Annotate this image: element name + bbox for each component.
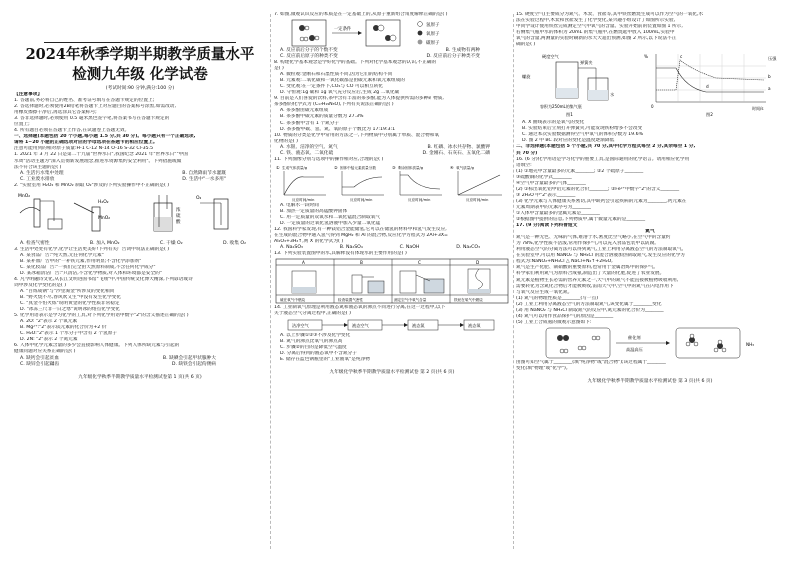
lab-apparatus-drawing <box>14 189 266 241</box>
label-c: C. 干燥 O₂ <box>159 240 183 246</box>
option-c: C. 通过本次实验数据测得空气中氧气的体积分数为 19.6% <box>522 132 644 138</box>
question-7-figure <box>274 18 510 48</box>
notice-item: 3. 答非选择题时,必须使用 0.5 毫米黑色签字笔,将答案书写在答题卡规定的 <box>14 116 170 122</box>
option-d: D. 缺铁会引起佝偻病 <box>171 361 216 367</box>
option-a: A. 以上步骤①②③不涉及化学变化 <box>280 333 351 339</box>
question-17-item: (3) 用 NaNO₂ 与 NH₄Cl 制取氮气的反应中,氮元素的化合价为________ <box>516 307 664 313</box>
option-b: B. 加热一定质量的高锰酸钾固体 <box>280 208 348 214</box>
question-17-answer-line: 变化(填"物理"或"化学")。 <box>516 365 571 371</box>
option-a: A. 缺钙会引起贫血 <box>20 355 59 361</box>
svg-text:0: 0 <box>651 104 654 110</box>
option-b: B. 缺碘会引起甲状腺肿大 <box>162 355 216 361</box>
page-footer-2: 九年级化学秋季半期教学质量水平检测试卷 第 2 页(共 6 页) <box>329 370 455 376</box>
section-1-heading: 一、选择题(本题包括 20 个小题,每小题 1.5 分,共 30 分)。每小题只有一个正确选项, <box>14 134 196 140</box>
section-1-heading-2: 请将 1~20 小题的正确选项对应的字母选项在答题卡的相应位置上。 <box>14 140 158 146</box>
option-b: B. 氮气的沸点比氧气的沸点高 <box>280 339 343 345</box>
option-a: A. 茶多酚由碳元素组成 <box>280 108 329 114</box>
ammonia-synthesis-diagram <box>516 326 784 360</box>
notice-item: 4. 所有题目必须在答题卡上作答,在试题卷上答题无效。 <box>14 128 130 134</box>
svg-text:反应时间/min: 反应时间/min <box>292 197 315 202</box>
svg-text:d: d <box>706 84 709 90</box>
option-d: D. 金刚石、石灰石、五氧化二磷 <box>422 150 490 156</box>
svg-text:容积为250mL的集气瓶: 容积为250mL的集气瓶 <box>540 104 582 110</box>
question-9: 茶多酚的化学式为 (C₁₇H₁₉N₃O),下列有关说法正确的是( ) <box>274 102 394 108</box>
question-17-item: (2) 工业上利用分离液态空气的方法制取氮气,该变化属于________变化 <box>516 301 662 307</box>
svg-text:氧气质量/g: 氧气质量/g <box>456 165 474 170</box>
notice-item: 2. 答选择题时,必须使用2B铅笔将答题卡上对应题目的答案标号涂黑,如需改动, <box>14 104 176 110</box>
legend-carbon: 碳原子 <box>426 41 440 47</box>
question-15: 确的是( ) <box>516 42 536 48</box>
question-14-flow <box>274 317 510 333</box>
question-16-item: ③硫酸铜的化学式________ <box>516 174 572 180</box>
water-experiment-table <box>274 257 510 305</box>
question-2-figure <box>14 189 266 241</box>
option-c: C. 工业废水排放 <box>20 176 55 182</box>
option-a: A. Na₂SO₃ <box>280 245 303 251</box>
option-b: B. Mg²⁺:"2"表示镁元素的化合价为+2 价 <box>20 325 107 331</box>
option-d: D. 生活中"一水多用" <box>182 176 226 182</box>
option-c: C. 茶多酚中含有 1 个氮分子 <box>280 120 340 126</box>
svg-text:螺旋: 螺旋 <box>522 74 531 80</box>
option-d: D. 一定质量的过氧化氢溶液中加入少量二氧化锰 <box>280 220 381 226</box>
option-c: C. 反应前后原子的种类不变 <box>280 54 338 60</box>
article-paragraph: 氮气是生产化肥、制硝酸的重要原料,也常用于金属冶炼中的保护气。 <box>516 265 659 271</box>
question-1: 1. 2021 年 3 月 22 日是第二十九届"世界水日",我国纪念 2021 年"世界水日""中国 <box>14 152 188 158</box>
svg-text:%: % <box>644 54 648 60</box>
option-a: A. X 曲线表示的是氧气的变化 <box>522 120 585 126</box>
svg-text:a: a <box>768 86 771 92</box>
svg-text:液态氧: 液态氧 <box>468 323 481 329</box>
page-footer-3: 九年级化学秋季半期教学质量水平检测试卷 第 3 页(共 6 页) <box>587 378 713 384</box>
label-b: B. 加入 MnO₂ <box>89 240 120 246</box>
option-d: D. 图 2 中 BC 段对应的变化是温度逐渐降低 <box>522 138 615 144</box>
question-15: 右侧集气瓶中水的体积为 20mL 的集气瓶中,在燃烧匙中放入 100mL,实验中 <box>516 30 675 36</box>
question-9: 9. 目前是人们喜爱的饮料,茶中含有丰富的茶多酚,能为人体提供所需的多种矿物质, <box>274 96 444 102</box>
option-b: B. 元素观:二氧化碳和一氧化碳都是由碳元素和氧元素组成的 <box>280 78 405 84</box>
svg-text:铁丝在氧气中燃烧: 铁丝在氧气中燃烧 <box>454 298 483 303</box>
option-c: C. NaOH <box>399 245 420 251</box>
legend-oxygen: 氧原子 <box>426 32 440 38</box>
question-13-figure <box>274 257 510 305</box>
question-6: 健康问题对应关系正确的是( ) <box>14 349 76 355</box>
article-paragraph: 利用液态空气的分离方法可以得到氮气,工业上利用分离液态空气的方法制取氧气。 <box>516 247 687 253</box>
question-13: 13. 下列实验装置图中的水,其解释没有体现水的主要作用的是( ) <box>274 251 407 257</box>
option-c: C. 变化观:在一定条件下,CO₂与 CO 可以相互转化 <box>280 84 384 90</box>
article-paragraph: 需要转化为含氮化合物后才能被吸收,雷雨天气中,空气中的氮气在闪电作用下 <box>516 283 674 289</box>
article-title: 氮气 <box>645 229 655 235</box>
svg-text:A: A <box>302 260 305 266</box>
question-12: Al₂O₃+3H₂↑,则 X 的化学式为( ) <box>274 239 344 245</box>
option-d: D. 分离后得到的液态氧中不含氮分子 <box>280 351 357 357</box>
question-15-figure <box>516 48 784 120</box>
question-1: 法不符合该主题的是( ) <box>14 164 62 170</box>
page-footer-1: 九年级化学秋季半期教学质量水平检测试卷第 1 页(共 6 页) <box>78 374 202 380</box>
question-17-figure <box>516 326 784 360</box>
question-16-item: ②根据图中提供的信息,下列物质中,属于微量元素的是________ <box>516 217 646 223</box>
article-paragraph: 科学家们利用氮气为原料合成氨,制造出了大量的化肥,促进了农业发展。 <box>516 271 665 277</box>
oxygen-measurement-apparatus <box>516 48 784 120</box>
question-17-answer-line: 由图可知空气属于________(填"纯净物"或"混合物");该过程属于________ <box>516 359 666 365</box>
question-4: 4. 凡今明融诗文化,从长江文明进国书馆"飞翔"中,中国传统文化博大精深,下列谚语或诗 <box>14 276 193 282</box>
option-b: B. 某补血广告中的"一补铁元素,作用明显;不含化学添加剂" <box>20 258 142 264</box>
svg-text:检查装置气密性: 检查装置气密性 <box>338 298 364 303</box>
question-16-item: (2) ①标出氧化铝中铝元素的化合价________; ②Fe²⁺中数字"2"的含义________ <box>516 186 680 192</box>
svg-text:C: C <box>418 260 421 266</box>
question-17-header: 17. (9 分)阅读下列科普短文 <box>516 223 578 229</box>
svg-text:图1: 图1 <box>566 112 573 118</box>
option-a: A. "百炼成钢"与"沙里淘金"所涉及的变化相同 <box>20 288 115 294</box>
option-e: E. 储存在蓝色钢瓶里的"工业液氧"是纯净物 <box>280 357 370 363</box>
question-12: 12. 我国科学家发现,有一种镁铝合金能储氢,它可以在储氢的材料中和氢气发生反应, <box>274 226 447 232</box>
legend-hydrogen: 氢原子 <box>426 23 440 29</box>
svg-text:反应时间/min: 反应时间/min <box>350 197 373 202</box>
question-17-item: (4) 氮气可以用作食品保护气的原因是________ <box>516 313 614 319</box>
option-c: C. 铁、液态氧、二氧化硫 <box>280 150 334 156</box>
question-14: 14. 工业制氧气原理是利用液态氮和液态氧的沸点不同进行分离,在这一过程中,以下 <box>274 305 446 311</box>
option-b: B. "野火烧不尽,春风吹又生"中没有发生化学变化 <box>20 295 122 301</box>
option-b: B. 自然降雨节水灌溉 <box>182 170 226 176</box>
svg-text:图2: 图2 <box>706 112 713 118</box>
svg-text:B: B <box>360 260 363 266</box>
o2-label: O₂ <box>196 195 202 201</box>
svg-text:高温高压: 高温高压 <box>626 346 643 352</box>
svg-text:硬度空气: 硬度空气 <box>542 54 559 60</box>
question-11: 11. 下列图像分别与选项中的操作相对应,合理的是( ) <box>274 156 384 162</box>
header-rule <box>44 42 236 43</box>
mno2-label: MnO₂ <box>18 193 31 199</box>
svg-text:弹簧夹: 弹簧夹 <box>580 60 593 66</box>
option-c: C. 用一定质量的双氧水和二氧化锰混合制取氧气 <box>280 214 381 220</box>
notice-item: 1. 答题前,务必将自己的姓名、准考证号填写在答题卡规定的位置上; <box>14 98 155 104</box>
question-16-item: ①人体中含量最多的金属元素是________ <box>516 210 600 216</box>
option-a: A. 电解水一段时间 <box>280 202 319 208</box>
option-a: A. 水银、洁净的空气、氮气 <box>280 144 338 150</box>
svg-text:液态空气: 液态空气 <box>352 323 369 329</box>
svg-text:c: c <box>680 54 683 60</box>
svg-text:测定空气中氧气含量: 测定空气中氧气含量 <box>394 298 427 303</box>
svg-text:反应时间/min: 反应时间/min <box>408 197 431 202</box>
column-divider-1 <box>270 14 271 549</box>
question-3: 3. 生活中处处有化学,化学让生活更美好!下列有关广告词中说法正确的是( ) <box>14 246 170 252</box>
article-paragraph: 程式为:NaNO₂+NH₄Cl △ NaCl+N₂↑+2H₂O, <box>516 259 613 265</box>
conc-label: 浓 <box>176 207 181 213</box>
question-16-item: (3) 化学元素与人体健康关系密切,其中缺钙会引起疾病的元素为________,钙元素在 <box>516 198 687 204</box>
svg-text:固体中锰元素质量分数: 固体中锰元素质量分数 <box>340 165 376 170</box>
svg-text:②: ② <box>334 164 338 170</box>
option-b: B. 茶多酚中碳元素的质量分数为 27.3% <box>280 114 364 120</box>
question-2: 2. "实验室用 H₂O₂ 和 MnO₂ 制取 O₂"涉及的下列实验操作中不正确的是( ) <box>14 182 170 188</box>
question-6: 6. 人体中化学元素含量的多少会直接影响人体健康。下列人体所缺元素与引起的 <box>14 343 180 349</box>
question-6-options <box>14 362 266 368</box>
label-d: D. 收集 O₂ <box>222 240 246 246</box>
section-2-heading: 共 70 分) <box>516 150 538 156</box>
option-d: D. 反应前后分子种类不变 <box>426 54 480 60</box>
h2o2-label: H₂O₂ <box>98 199 109 205</box>
question-15: 法在实验过程中,木炭和食盐发生了化学变化,某兴趣小组设计了如图所示实验, <box>516 18 676 24</box>
exam-subtitle: (考试时间:90 分钟,满分:100 分) <box>105 86 175 91</box>
question-10: 10. 物质的分类是化学中常用的方法之一,下列物质中分别属于单质、混合物和氧 <box>274 132 440 138</box>
option-b: B. 实验结束后立刻打开弹簧夹,可能发现铁粉增多不会改变 <box>522 126 643 132</box>
air-separation-flowchart <box>274 317 510 333</box>
article-paragraph: 氮气是一种无色、无味的气体,难溶于水,密度比空气略小,在空气中的含量约 <box>516 235 671 241</box>
question-8: 8. 构建化学基本观念是学好化学的基础。下列对化学基本观念的认识,不正确的 <box>274 60 437 66</box>
question-16-item: ④空气中含量最多的气体________ <box>516 180 586 186</box>
option-c: C. H₂O:"2"表示 1 个水分子中含有 2 个氢原子 <box>20 331 118 337</box>
svg-text:剩余固体质量/g: 剩余固体质量/g <box>398 165 424 170</box>
svg-text:液态氮: 液态氮 <box>412 323 425 329</box>
option-a: A. 微粒观:金刚石和石墨性质不同,因为它们的结构不同 <box>280 72 393 78</box>
svg-text:洁净空气: 洁净空气 <box>292 323 309 329</box>
mno2-label-b: MnO₂ <box>98 215 111 221</box>
question-15: 15. 硬度空气(主要成分为氮气、木炭、食盐等,其中铁丝燃烧生成可以作为空气的一氧化,水 <box>516 12 704 17</box>
exam-title-line2: 检测九年级 化学试卷 <box>72 66 208 83</box>
article-paragraph: 与氧气反应生成一氧化氮。 <box>516 289 573 295</box>
acid-label: 酸 <box>176 219 181 225</box>
svg-text:硫在氧气中燃烧: 硫在氧气中燃烧 <box>280 298 306 303</box>
question-11-graphs <box>274 163 510 203</box>
exam-title-line1: 2024年秋季学期半期教学质量水平 <box>25 46 255 63</box>
option-d: D. 某冰箱清洁广告:"只清洁,不含化学物质,对人体和环境都是安全的" <box>20 270 163 276</box>
option-a: A. 反应前后分子的个数不变 <box>280 48 338 54</box>
question-8: 是( ) <box>274 66 284 72</box>
question-10: 化物的是( ) <box>274 138 298 144</box>
svg-text:b: b <box>768 74 771 80</box>
question-16: 16. (6 分)化学用语是学习化学的重要工具,是国际通用的化学语言。请用相应化学用 <box>516 156 690 162</box>
sulfur-label: 硫 <box>176 213 181 219</box>
notice-header: 【注意事项】 <box>14 92 43 97</box>
label-a: A. 检查气密性 <box>20 240 50 246</box>
notice-item: 用橡皮擦擦干净后,再选涂其它答案标号; <box>14 110 97 116</box>
question-16-item: ③ 2H₂O 中"2"表示________ <box>516 192 576 198</box>
option-d: D. 守恒观:1g 碳和 1g 氧气充分反应后,生成 2g 二氧化碳 <box>280 90 400 96</box>
svg-text:生成气体质量/g: 生成气体质量/g <box>282 165 308 170</box>
option-d: D. 茶多酚中碳、氢、氮、氧的原子个数比为 17:19:3:1 <box>280 126 396 132</box>
question-4: 词中涉及化学变化的是( ) <box>14 282 67 288</box>
question-12: 在生成的混合物中通入氢气得到 MgH₂ 和 Al 的混合物,反应化学方程式为 2Al+3X= <box>274 232 448 238</box>
question-16: 语填空: <box>516 162 532 168</box>
question-16-item: 元素周期表中的元素序号为________ <box>516 204 592 210</box>
question-14: 关于液态空气分离过程中,正确的是( ) <box>274 311 351 317</box>
question-1: 水周"活动主题为"深入贯彻新发展理念,推进水资源集约安全利用"。下列措施或做 <box>14 158 182 164</box>
question-7: 7. 如图,微观认识反应的本质是在一定基础上的,从原子重新组合角度解释正确的是( ) <box>274 12 448 17</box>
svg-text:NH₃: NH₃ <box>746 341 754 347</box>
option-a: A. 2O: "2"表示 2 个氧元素 <box>20 319 78 325</box>
svg-text:④: ④ <box>450 164 454 170</box>
molecule-reaction-diagram <box>274 18 510 48</box>
question-17-item: (1) 氮气的物理性质是________(写一点) <box>516 295 599 301</box>
option-d: D. "冰冻三尺非一日之寒"说明冰的熔点化学变化 <box>20 307 120 313</box>
svg-text:水: 水 <box>610 92 615 98</box>
option-d: D. 2N: "2"表示 2 个氮元素 <box>20 337 78 343</box>
option-b: B. 红磷、冰水共存物、氯酸钾 <box>427 144 490 150</box>
question-15: 甲同学设计使用铁丝完成测定空气中氧气的含量。实验开始前的装置如图 1 所示, <box>516 24 683 30</box>
question-15: 氧气的含量,两测量的实验时刷新的水大大超出预测,如图 2 所示,以下说法不正 <box>516 36 677 42</box>
question-16-item: (1) ①地壳中含量最多的元素________; ②2 个硫原子________ <box>516 168 644 174</box>
section-2-heading: 二、非选择题(本题包括 5 个小题,共 70 分,其中化学方程式每空 2 分,其余每空 1 分, <box>516 144 696 150</box>
option-c: C. 缺锌会引起龋齿 <box>20 361 60 367</box>
option-d: D. Na₂CO₃ <box>456 245 480 251</box>
option-b: B. 生成物有两种 <box>445 48 480 54</box>
question-17-item: (5) 工业上合成氨的微观示意图如下: <box>516 319 592 325</box>
column-divider-2 <box>513 14 514 549</box>
option-a: A. 生活污水集中处理 <box>20 170 64 176</box>
svg-text:反应时间/min: 反应时间/min <box>466 197 489 202</box>
option-c: C. 步骤②的目的是降低空气温度 <box>280 345 347 351</box>
four-line-graphs <box>274 163 510 203</box>
option-b: B. Na₂SO₄ <box>339 245 363 251</box>
option-c: C. "真金不怕火炼"说明黄金的化学性质非常稳定 <box>20 301 120 307</box>
article-paragraph: 氮元素是植物生长必需的营养元素之一,大气中的氮气不能直接被植物吸收利用, <box>516 277 679 283</box>
option-c: C. 某化妆品广告:"一我们完全由天然原料制成,不含任何化学成分" <box>20 264 156 270</box>
article-paragraph: 为 78%,化学性质不活泼,常用作保护气,可以充入食品包装中以防腐。 <box>516 241 659 247</box>
page-column-1 <box>14 0 266 561</box>
svg-text:催化剂: 催化剂 <box>628 334 641 340</box>
svg-text:③: ③ <box>392 164 396 170</box>
notice-list <box>14 98 266 134</box>
notice-item: 位置上; <box>14 122 30 128</box>
page-column-3 <box>516 0 784 561</box>
svg-text:①: ① <box>276 164 280 170</box>
option-a: A. 某食品广告:"纯天然,无任何化学元素" <box>20 252 104 258</box>
article-paragraph: 在实验室中,可以用 NaNO₂ 与 NH₄Cl 的混合溶液加热制取氮气,发生反应的化学方 <box>516 253 686 259</box>
reaction-condition-label: 一定条件 <box>334 27 352 33</box>
page-column-2 <box>274 0 510 561</box>
svg-text:时间/s: 时间/s <box>752 106 764 112</box>
atomic-mass-note: 注意可能用到的相对原子质量:H-1 C-12 N-14 O-16 S-32 Cl-35.5 <box>14 146 154 152</box>
svg-text:压强: 压强 <box>768 56 777 62</box>
question-5: 5. 化学用语表示是学习化学的工具,对下列化学用语中数字"2"的含义描述正确的是( ) <box>14 313 189 319</box>
svg-text:D: D <box>476 260 480 266</box>
